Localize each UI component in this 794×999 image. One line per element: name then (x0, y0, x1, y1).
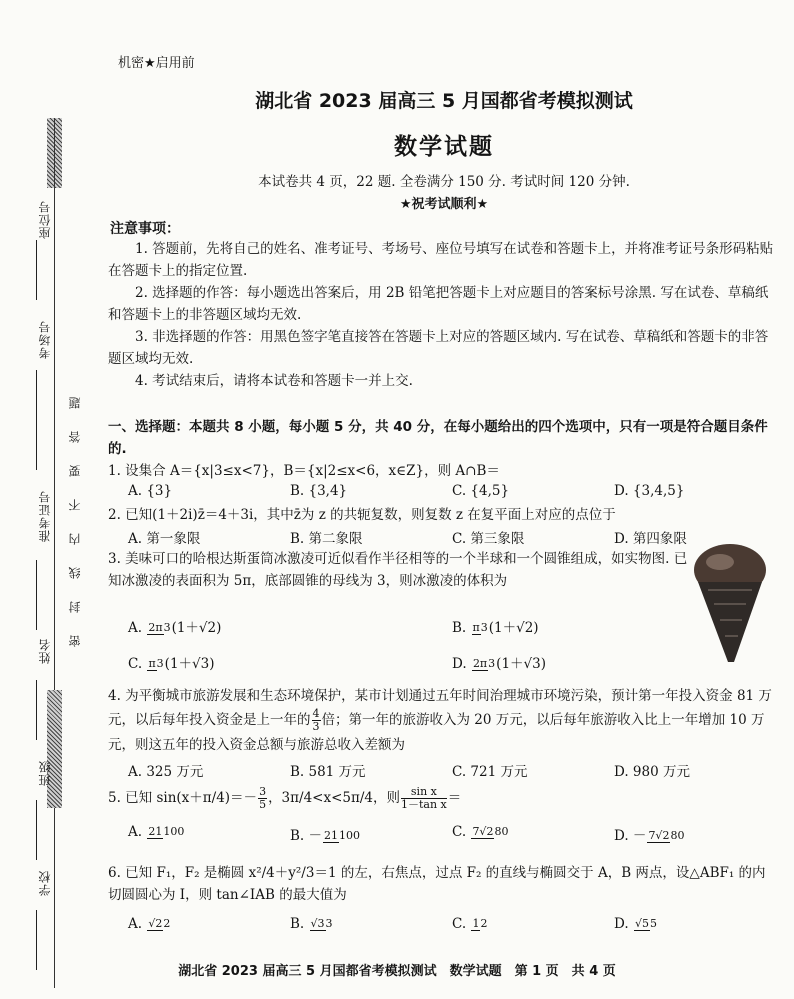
ticket-label: 准考证号 (38, 490, 52, 542)
seat-line (36, 240, 37, 300)
q1-option-c: C. {4,5} (452, 483, 510, 499)
q6-option-c: C. 12 (452, 916, 488, 932)
class-label: 班级 (38, 760, 52, 786)
notice-title: 注意事项： (110, 221, 180, 237)
notice-item-3: 3. 非选择题的作答：用黑色签字笔直接答在答题卡上对应的答题区域内. 写在试卷、草稿纸和答题卡的非答题区域均无效. (108, 329, 769, 367)
question-1-options (128, 483, 778, 499)
q1-option-d: D. {3,4,5} (614, 483, 685, 499)
page-footer: 湖北省 2023 届高三 5 月国都省考模拟测试 数学试题 第 1 页 共 4 页 (178, 964, 616, 979)
q5-option-d: D. － 7√280 (614, 828, 685, 844)
question-4-stem: 4. 为平衡城市旅游发展和生态环境保护，某市计划通过五年时间治理城市环境污染，预计第一年投入资金 81 万元，以后每年投入资金是上一年的 $\frac{4}{3}$ 倍；第一年的旅游收入为 20 万元，以后每年旅游收入比上一年增加 10 万元，则这五年的投入资金总额与旅游总收入差额为 (108, 688, 772, 753)
name-label: 姓名 (38, 638, 52, 664)
school-label: 学校 (38, 870, 52, 896)
exam-info: 本试卷共 4 页，22 题. 全卷满分 150 分. 考试时间 120 分钟. (258, 174, 630, 190)
hatch-bottom (47, 690, 62, 808)
question-2-options (128, 527, 778, 547)
exam-title: 湖北省 2023 届高三 5 月国都省考模拟测试 (255, 90, 633, 112)
seat-label: 座位号 (38, 200, 52, 239)
ticket-line (36, 560, 37, 630)
q2-option-a: A. 第一象限 (128, 531, 201, 547)
question-6-options (128, 916, 778, 932)
q2-option-d: D. 第四象限 (614, 531, 687, 547)
q3-option-c: C. π3(1＋√3) (128, 656, 215, 672)
q6-option-d: D. √55 (614, 916, 657, 932)
question-3-options-row1 (128, 616, 778, 636)
q5-option-a: A. 21100 (128, 824, 185, 840)
notice-item-2: 2. 选择题的作答：每小题选出答案后，用 2B 铅笔把答题卡上对应题目的答案标号涂黑. 写在试卷、草稿纸和答题卡上的非答题区域均无效. (108, 285, 769, 323)
q3-option-b: B. π3(1＋√2) (452, 620, 539, 636)
seal-text: 密封线内不要答题 (68, 375, 82, 647)
room-label: 考场号 (38, 320, 52, 359)
question-5-stem: 5. 已知 sin(x＋π/4)＝－ $\frac{3}{5}$ ，3π/4<x<5π/4，则 $\frac{\text{sin x}}{\text{1－tan x}}$ ＝ (108, 785, 462, 811)
question-2-stem: 2. 已知(1＋2i)z̄＝4＋3i，其中z̄为 z 的共轭复数，则复数 z 在复平面上对应的点位于 (108, 507, 616, 523)
confidential-mark: 机密★启用前 (118, 56, 195, 71)
q4-option-a: A. 325 万元 (128, 764, 204, 780)
ice-cream-cone (698, 582, 762, 662)
q6-option-a: A. √22 (128, 916, 171, 932)
q4-option-b: B. 581 万元 (290, 764, 366, 780)
q2-option-b: B. 第二象限 (290, 531, 363, 547)
q2-option-c: C. 第三象限 (452, 531, 525, 547)
binding-line (54, 118, 55, 988)
binding-strip (0, 0, 100, 999)
room-line (36, 370, 37, 470)
question-5-options (128, 824, 778, 844)
name-line (36, 680, 37, 740)
q5-option-b: B. － 21100 (290, 828, 361, 844)
question-3-options-row2 (128, 652, 778, 672)
q1-option-a: A. {3} (128, 483, 173, 499)
class-line (36, 800, 37, 860)
q6-option-b: B. √33 (290, 916, 333, 932)
q5-option-c: C. 7√280 (452, 824, 509, 840)
q4-option-c: C. 721 万元 (452, 764, 528, 780)
ice-cream-image (690, 540, 770, 665)
q4-option-d: D. 980 万元 (614, 764, 690, 780)
q3-option-a: A. 2π3(1＋√2) (128, 620, 222, 636)
q1-option-b: B. {3,4} (290, 483, 348, 499)
ice-cream-highlight (706, 554, 734, 570)
question-3-stem: 3. 美味可口的哈根达斯蛋筒冰激凌可近似看作半径相等的一个半球和一个圆锥组成，如实物图. 已知冰激凌的表面积为 5π，底部圆锥的母线为 3，则冰激凌的体积为 (108, 551, 688, 589)
section-heading: 一、选择题：本题共 8 小题，每小题 5 分，共 40 分，在每小题给出的四个选项中，只有一项是符合题目条件的. (108, 419, 768, 457)
q3-option-d: D. 2π3(1＋√3) (452, 656, 546, 672)
notice-item-1: 1. 答题前，先将自己的姓名、准考证号、考场号、座位号填写在试卷和答题卡上，并将准考证号条形码粘贴在答题卡上的指定位置. (108, 241, 774, 279)
exam-subject: 数学试题 (394, 134, 494, 160)
notice-item-4: 4. 考试结束后，请将本试卷和答题卡一并上交. (135, 373, 413, 389)
question-1-stem: 1. 设集合 A＝{x|3≤x<7}，B＝{x|2≤x<6，x∈Z}，则 A∩B＝ (108, 463, 500, 479)
exam-wish: ★祝考试顺利★ (399, 197, 489, 212)
question-6-stem: 6. 已知 F₁，F₂ 是椭圆 x²/4＋y²/3＝1 的左，右焦点，过点 F₂ 的直线与椭圆交于 A，B 两点，设△ABF₁ 的内切圆圆心为 I，则 tan∠IAB 的最大值为 (108, 865, 766, 903)
question-4-options (128, 760, 778, 780)
